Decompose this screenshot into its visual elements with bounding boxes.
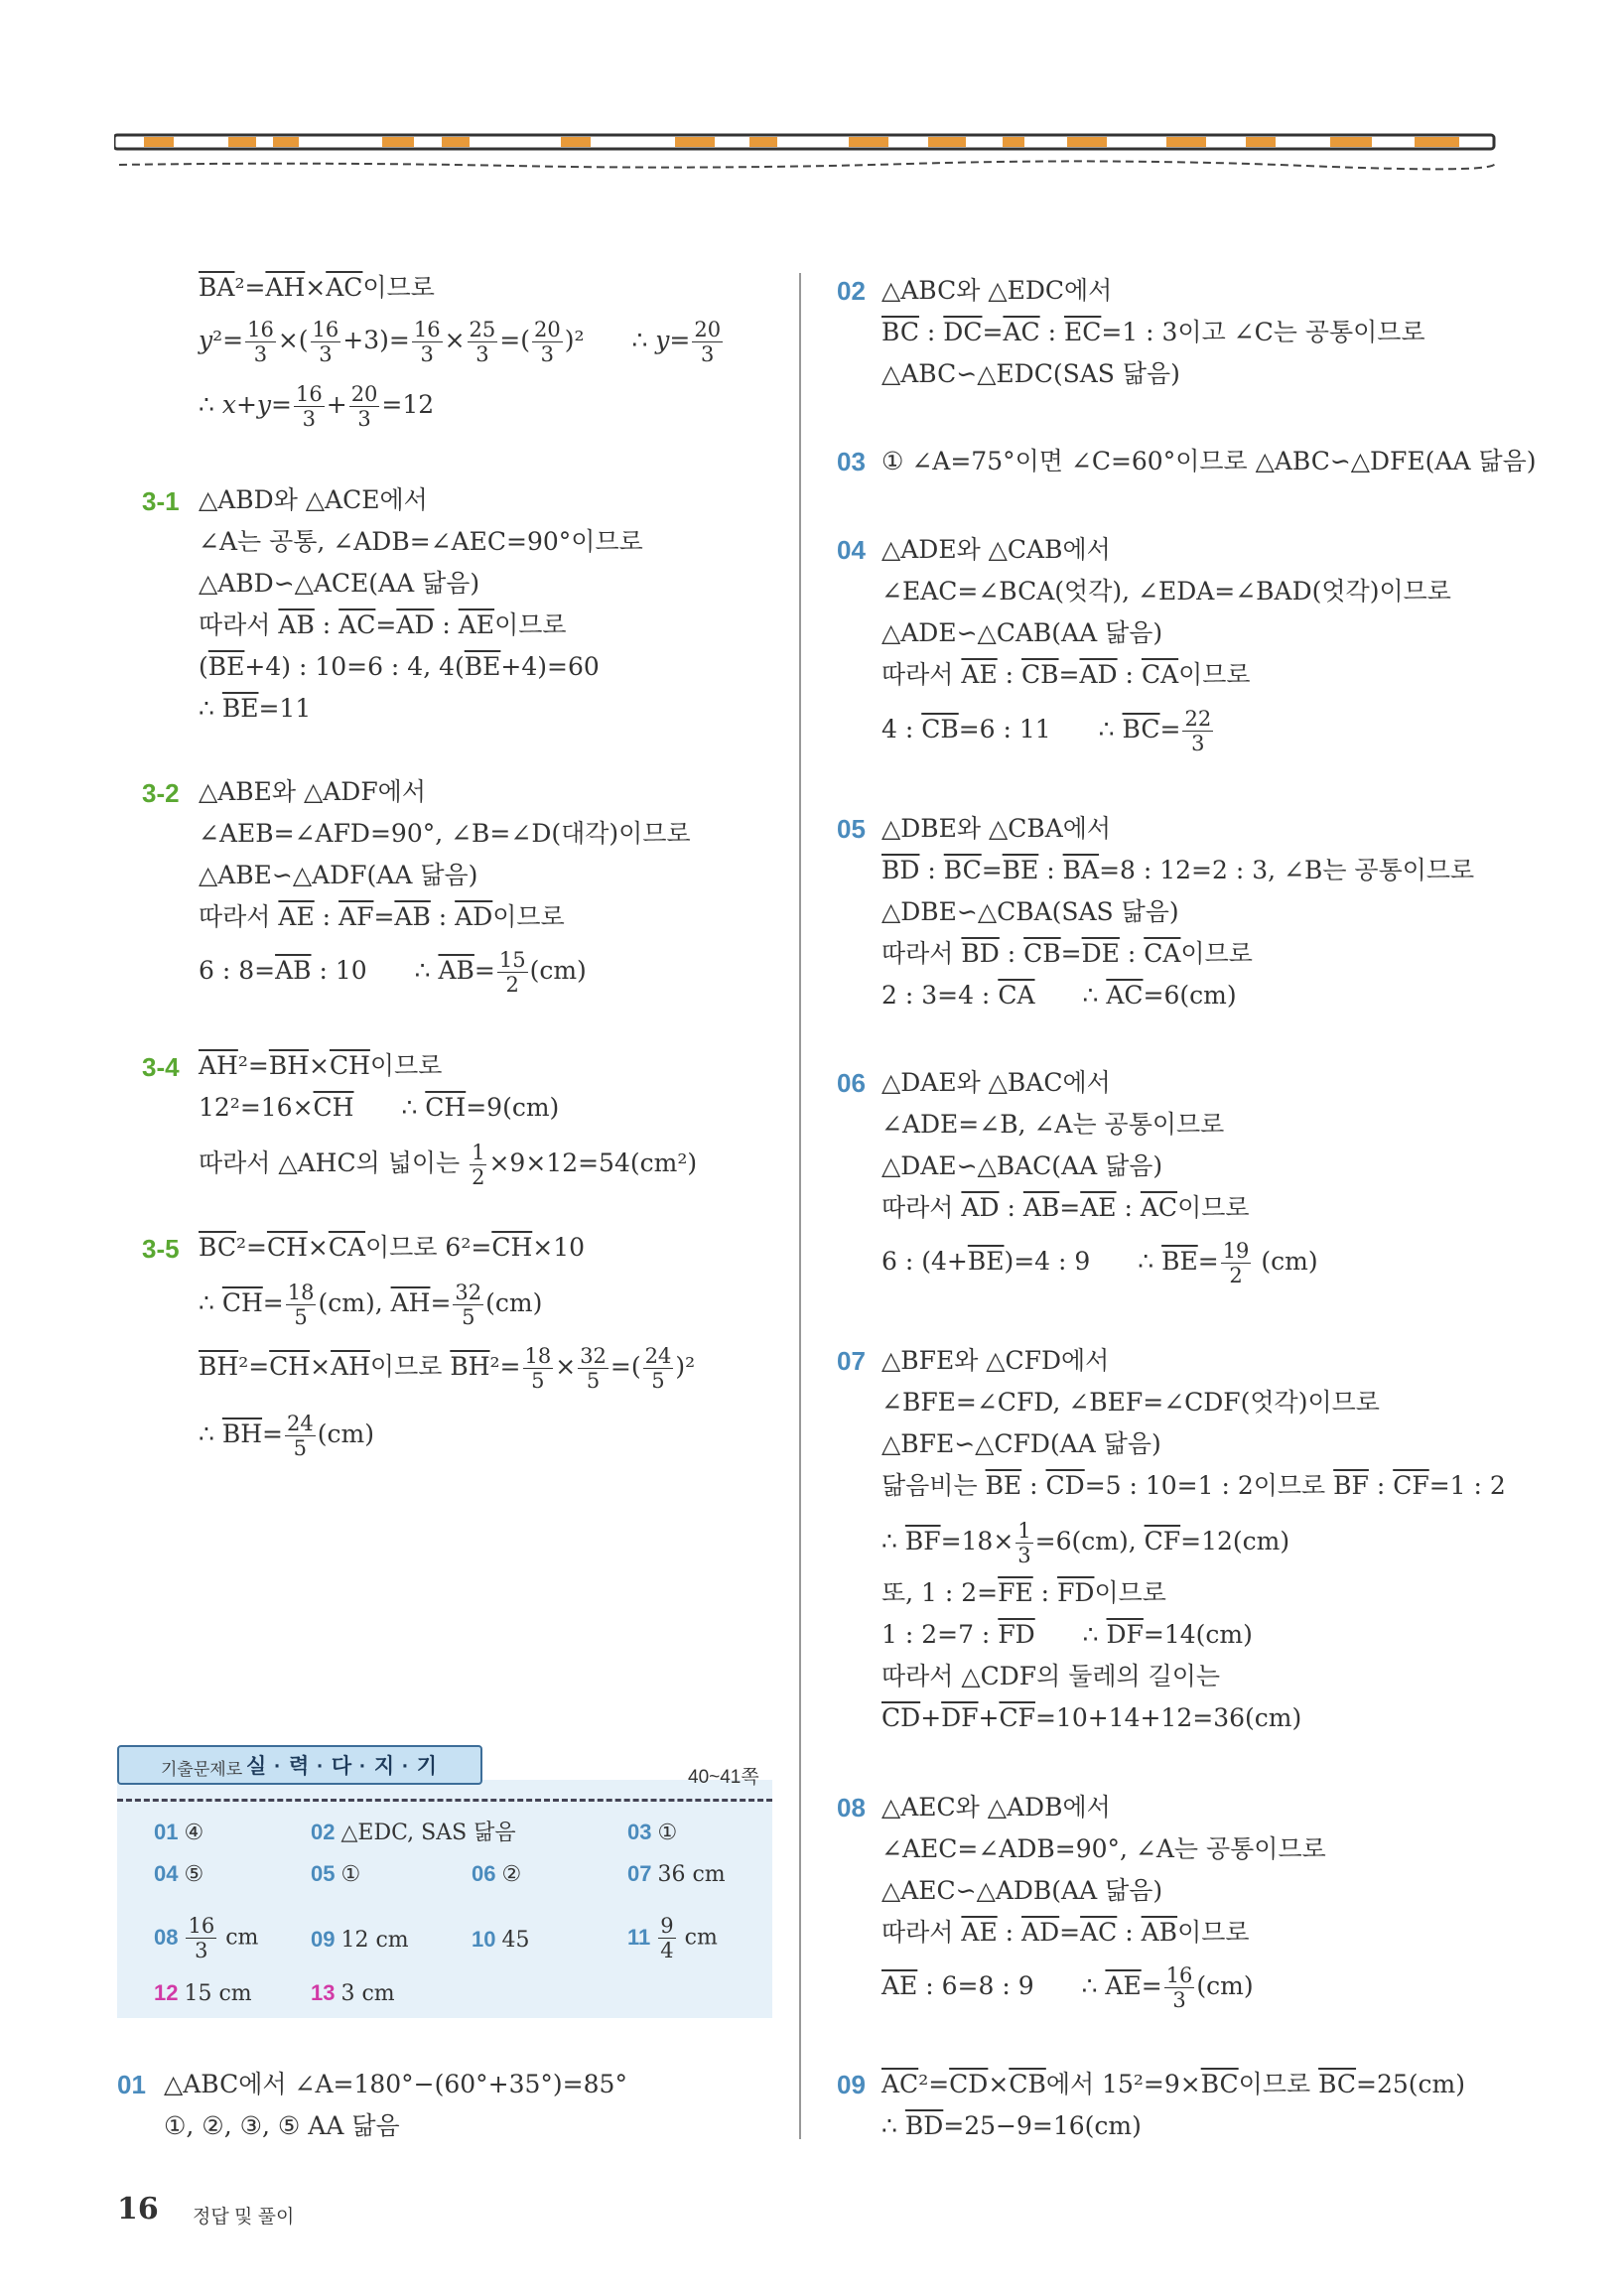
sol-line: △DBE∽△CBA(SAS 닮음) [881, 897, 1179, 926]
sol-line: $\overline{BH}^2=\overline{CH}\times\overline{AH}$이므로 $\overline{BH}^2=$ $\frac{18}{5}$ × $\frac{32}{5}$ =( $\frac{24}{5}$ )² [199, 1344, 696, 1393]
sol-line: ∴ $\overline{CH}=$ $\frac{18}{5}$ (cm), $\overline{AH}=$ $\frac{32}{5}$ (cm) [199, 1281, 543, 1329]
sol-line: △ABD∽△ACE(AA 닮음) [199, 569, 480, 598]
sol-line: △ABE∽△ADF(AA 닮음) [199, 861, 478, 889]
answer-item: 04 ⑤ [154, 1861, 204, 1887]
page-number: 16 [117, 2192, 159, 2227]
answer-item: 07 36 cm [627, 1861, 726, 1887]
sol-line: △ABC에서 ∠A=180°−(60°+35°)=85° [164, 2070, 627, 2098]
sol-line: 따라서 $\overline{AE}$ : $\overline{AD}=\overline{AC}$ : $\overline{AB}$이므로 [881, 1918, 1250, 1947]
problem-number: 05 [837, 814, 866, 844]
sol-line: $\overline{AH}^2=\overline{BH}\times\overline{CH}$이므로 [199, 1051, 443, 1080]
footer-label: 정답 및 풀이 [193, 2207, 295, 2228]
answer-tab [117, 1745, 482, 1785]
sol-line: 따라서 $\overline{AB}$ : $\overline{AC}=\overline{AD}$ : $\overline{AE}$이므로 [199, 610, 567, 639]
problem-number: 02 [837, 276, 866, 306]
problem-number: 01 [117, 2070, 146, 2099]
sol-line: 따라서 $\overline{BD}$ : $\overline{CB}=\overline{DE}$ : $\overline{CA}$이므로 [881, 939, 1253, 968]
sol-line: $\overline{BC}^2=\overline{CH}\times\overline{CA}$이므로 $6^2=\overline{CH}\times 10$ [199, 1233, 586, 1262]
column-divider [799, 273, 801, 2139]
sol-line: $\overline{CD}+\overline{DF}+\overline{CF}=10+14+12=36(cm)$ [881, 1703, 1302, 1732]
sol-line: $(\overline{BE}+4)$ : 10=6 : 4, $4(\overline{BE}+4)=60$ [199, 652, 600, 681]
sol-line: 4 : $\overline{CB}=6$ : 11 ∴ $\overline{BC}=$ $\frac{22}{3}$ [881, 707, 1212, 755]
sol-line: △ABE와 △ADF에서 [199, 777, 426, 806]
answer-pages: 40~41쪽 [688, 1767, 759, 1788]
answer-item: 10 45 [472, 1927, 530, 1953]
sol-line: ∠EAC=∠BCA(엇각), ∠EDA=∠BAD(엇각)이므로 [881, 577, 1451, 606]
sol-line: $\overline{AC}^2=\overline{CD}\times\overline{CB}$에서 $15^2=9\times\overline{BC}$이므로 $\overline{BC}=25(cm)$ [881, 2070, 1466, 2098]
sol-line: ∴ $\overline{BE}=11$ [199, 694, 312, 723]
eq-line: $\overline{BA}^2=\overline{AH}\times\overline{AC}$이므로 [199, 273, 435, 302]
sol-line: △ABD와 △ACE에서 [199, 485, 428, 514]
answer-item: 03 ① [627, 1820, 678, 1845]
problem-number: 3-5 [142, 1234, 180, 1264]
sol-line: 따라서 △CDF의 둘레의 길이는 [881, 1662, 1221, 1690]
problem-number: 3-4 [142, 1052, 180, 1082]
sol-line: $\overline{AE}$ : 6=8 : 9 ∴ $\overline{AE}=$ $\frac{16}{3}$ (cm) [881, 1963, 1254, 2012]
sol-line: △ABC∽△EDC(SAS 닮음) [881, 359, 1180, 388]
sol-line: 6 : $8=\overline{AB}$ : 10 ∴ $\overline{AB}=$ $\frac{15}{2}$ (cm) [199, 948, 587, 997]
sol-line: ① ∠A=75°이면 ∠C=60°이므로 △ABC∽△DFE(AA 닮음) [881, 447, 1537, 475]
sol-line: ∠ADE=∠B, ∠A는 공통이므로 [881, 1110, 1225, 1139]
answer-tab-title: 실 · 력 · 다 · 지 · 기 [246, 1755, 439, 1778]
problem-number: 08 [837, 1793, 866, 1823]
sol-line: △BFE와 △CFD에서 [881, 1346, 1110, 1375]
sol-line: △ABC와 △EDC에서 [881, 276, 1113, 305]
sol-line: ∠AEB=∠AFD=90°, ∠B=∠D(대각)이므로 [199, 819, 691, 848]
sol-line: 따라서 $\overline{AE}$ : $\overline{AF}=\overline{AB}$ : $\overline{AD}$이므로 [199, 902, 565, 931]
problem-number: 07 [837, 1346, 866, 1376]
sol-line: 6 : $(4+\overline{BE})=4$ : 9 ∴ $\overline{BE}=$ $\frac{19}{2}$ (cm) [881, 1239, 1318, 1287]
sol-line: $12^2=16\times\overline{CH}$ ∴ $\overline{CH}=9(cm)$ [199, 1093, 560, 1122]
answer-item: 02 △EDC, SAS 닮음 [311, 1820, 516, 1845]
answer-tab-small: 기출문제로 [161, 1760, 243, 1779]
sol-line: △AEC∽△ADB(AA 닮음) [881, 1876, 1163, 1905]
answer-item: 13 3 cm [311, 1980, 395, 2006]
answer-item: 08 $\frac{16}{3}$ cm [154, 1914, 259, 1962]
sol-line: ∠AEC=∠ADB=90°, ∠A는 공통이므로 [881, 1834, 1326, 1863]
sol-line: △DBE와 △CBA에서 [881, 814, 1112, 843]
eq-line: y²= $\frac{16}{3}$ ×( $\frac{16}{3}$ +3)= $\frac{16}{3}$ × $\frac{25}{3}$ =( $\frac{20}{3}$ )² ∴ y= $\frac{20}{3}$ [199, 318, 722, 366]
sol-line: 따라서 $\overline{AD}$ : $\overline{AB}=\overline{AE}$ : $\overline{AC}$이므로 [881, 1193, 1250, 1222]
answer-item: 01 ④ [154, 1820, 204, 1845]
sol-line: ∴ $\overline{BD}=25-9=16(cm)$ [881, 2111, 1142, 2140]
sol-line: ∠A는 공통, ∠ADB=∠AEC=90°이므로 [199, 527, 643, 556]
answer-item: 12 15 cm [154, 1980, 252, 2006]
sol-line: $\overline{BD}$ : $\overline{BC}=\overline{BE}$ : $\overline{BA}=8$ : 12=2 : 3, ∠B는 공통이므로 [881, 856, 1475, 884]
sol-line: 따라서 △AHC의 넓이는 $\frac{1}{2}$ ×9×12=54(cm²) [199, 1141, 698, 1189]
sol-line: △ADE와 △CAB에서 [881, 535, 1111, 564]
problem-number: 3-2 [142, 778, 180, 808]
problem-number: 03 [837, 447, 866, 476]
answer-item: 06 ② [472, 1861, 522, 1887]
sol-line: 따라서 $\overline{AE}$ : $\overline{CB}=\overline{AD}$ : $\overline{CA}$이므로 [881, 660, 1251, 689]
sol-line: △DAE와 △BAC에서 [881, 1068, 1111, 1097]
sol-line: ∠BFE=∠CFD, ∠BEF=∠CDF(엇각)이므로 [881, 1388, 1380, 1417]
sol-line: 닮음비는 $\overline{BE}$ : $\overline{CD}=5$ : 10=1 : 2이므로 $\overline{BF}$ : $\overline{CF}=1$ : 2 [881, 1471, 1506, 1500]
sol-line: 1 : 2=7 : $\overline{FD}$ ∴ $\overline{DF}=14(cm)$ [881, 1620, 1253, 1649]
sol-line: ∴ $\overline{BH}=$ $\frac{24}{5}$ (cm) [199, 1412, 374, 1460]
sol-line: △ADE∽△CAB(AA 닮음) [881, 618, 1163, 647]
sol-line: ∴ $\overline{BF}=18\times$ $\frac{1}{3}$ =6(cm), $\overline{CF}=12(cm)$ [881, 1519, 1290, 1567]
sol-line: 또, 1 : $2=\overline{FE}$ : $\overline{FD}$이므로 [881, 1578, 1166, 1607]
eq-line: ∴ x+y= $\frac{16}{3}$ + $\frac{20}{3}$ =12 [199, 382, 435, 431]
problem-number: 09 [837, 2070, 866, 2099]
answer-item: 11 $\frac{9}{4}$ cm [627, 1914, 718, 1962]
problem-number: 04 [837, 535, 866, 565]
sol-line: 2 : 3=4 : $\overline{CA}$ ∴ $\overline{AC}=6(cm)$ [881, 981, 1237, 1010]
answer-item: 09 12 cm [311, 1927, 409, 1953]
sol-line: △BFE∽△CFD(AA 닮음) [881, 1429, 1161, 1458]
problem-number: 3-1 [142, 486, 180, 516]
problem-number: 06 [837, 1068, 866, 1098]
sol-line: ①, ②, ③, ⑤ AA 닮음 [164, 2111, 400, 2140]
sol-line: $\overline{BC}$ : $\overline{DC}=\overline{AC}$ : $\overline{EC}=1$ : 3이고 ∠C는 공통이므로 [881, 318, 1425, 346]
header-band [114, 127, 1504, 177]
sol-line: △AEC와 △ADB에서 [881, 1793, 1111, 1822]
answer-item: 05 ① [311, 1861, 361, 1887]
answer-dash [117, 1799, 772, 1802]
sol-line: △DAE∽△BAC(AA 닮음) [881, 1151, 1163, 1180]
